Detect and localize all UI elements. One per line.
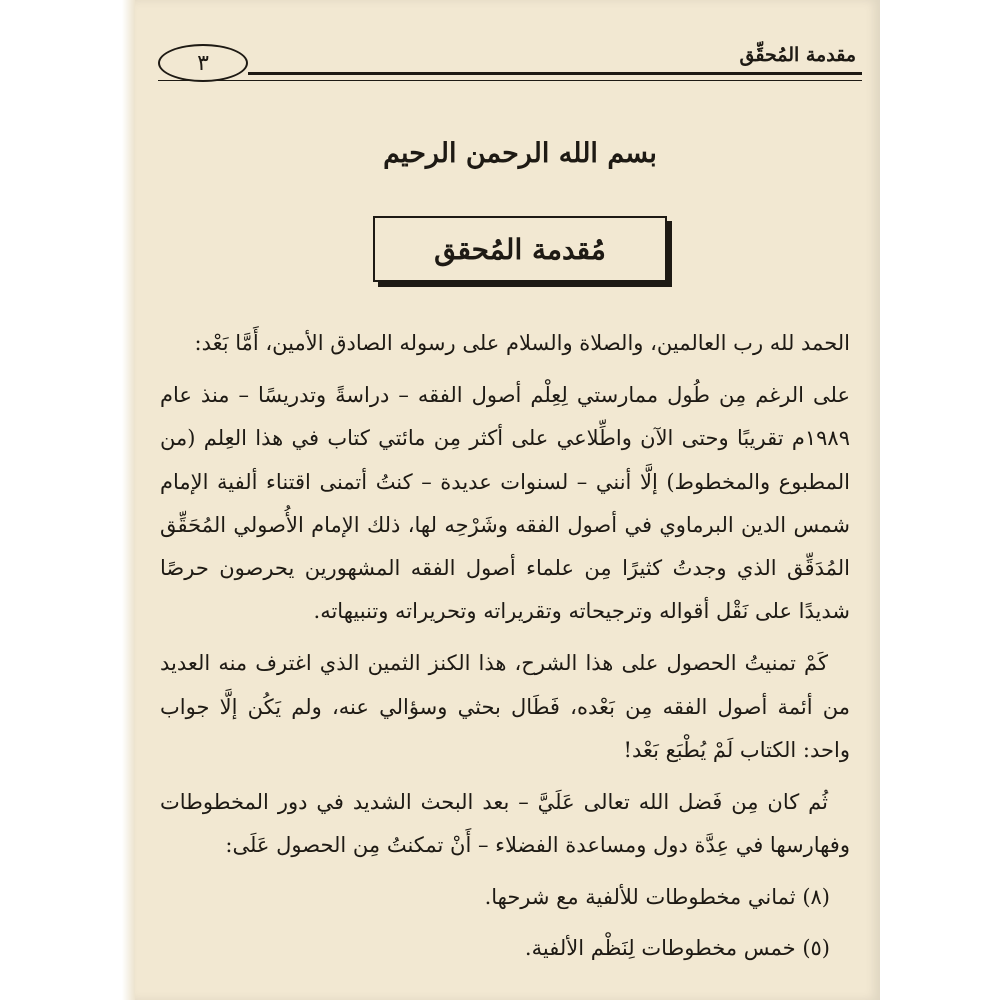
paragraph: على الرغم مِن طُول ممارستي لِعِلْم أصول الفقه – دراسةً وتدريسًا – منذ عام ١٩٨٩م تقريبًا وحتى الآن واطِّلاعي على أكثر مِن مائتي كتاب في هذا العِلم (من المطبوع والمخطوط) إلَّا أنني – لسنوات عديدة – كنتُ أتمنى اقتناء ألفية الإمام شمس الدين البرماوي في أصول الفقه وشَرْحِه لها، ذلك الإمام الأُصولي المُحَقِّق المُدَقِّق الذي وجدتُ كثيرًا مِن علماء أصول الفقه المشهورين يحرصون حرصًا شديدًا على نَقْل أقواله وترجيحاته وتقريراته وتحريراته وتنبيهاته. (160, 383, 850, 624)
page-header (158, 38, 862, 86)
running-title: مقدمة المُحقِّق (739, 44, 856, 66)
page-edge (122, 0, 135, 1000)
paragraph: كَمْ تمنيتُ الحصول على هذا الشرح، هذا الكنز الثمين الذي اغترف منه العديد من أئمة أصول الفقه مِن بَعْده، فَطَال بحثي وسؤالي عنه، ولم يَكُن إلَّا جواب واحد: الكتاب لَمْ يُطْبَع بَعْد! (160, 651, 850, 762)
basmala: بسم الله الرحمن الرحيم (383, 138, 657, 169)
header-rule-thin (158, 80, 862, 81)
paragraph: الحمد لله رب العالمين، والصلاة والسلام على رسوله الصادق الأمين، أَمَّا بَعْد: (194, 331, 850, 355)
header-rule (248, 72, 862, 75)
page-title: مُقدمة المُحقق (434, 232, 606, 266)
body-text (160, 322, 850, 977)
paragraph: ثُم كان مِن فَضل الله تعالى عَلَيَّ – بعد البحث الشديد في دور المخطوطات وفهارسها في عِدَّة دول ومساعدة الفضلاء – أَنْ تمكنتُ مِن الحصول عَلَى: (160, 790, 850, 858)
manuscript-list (160, 876, 850, 969)
title-box (373, 216, 667, 282)
page-number: ٣ (158, 44, 248, 82)
list-item: (٨) ثماني مخطوطات للألفية مع شرحها. (484, 885, 830, 910)
list-item: (٥) خمس مخطوطات لِنَظْم الألفية. (524, 935, 830, 960)
